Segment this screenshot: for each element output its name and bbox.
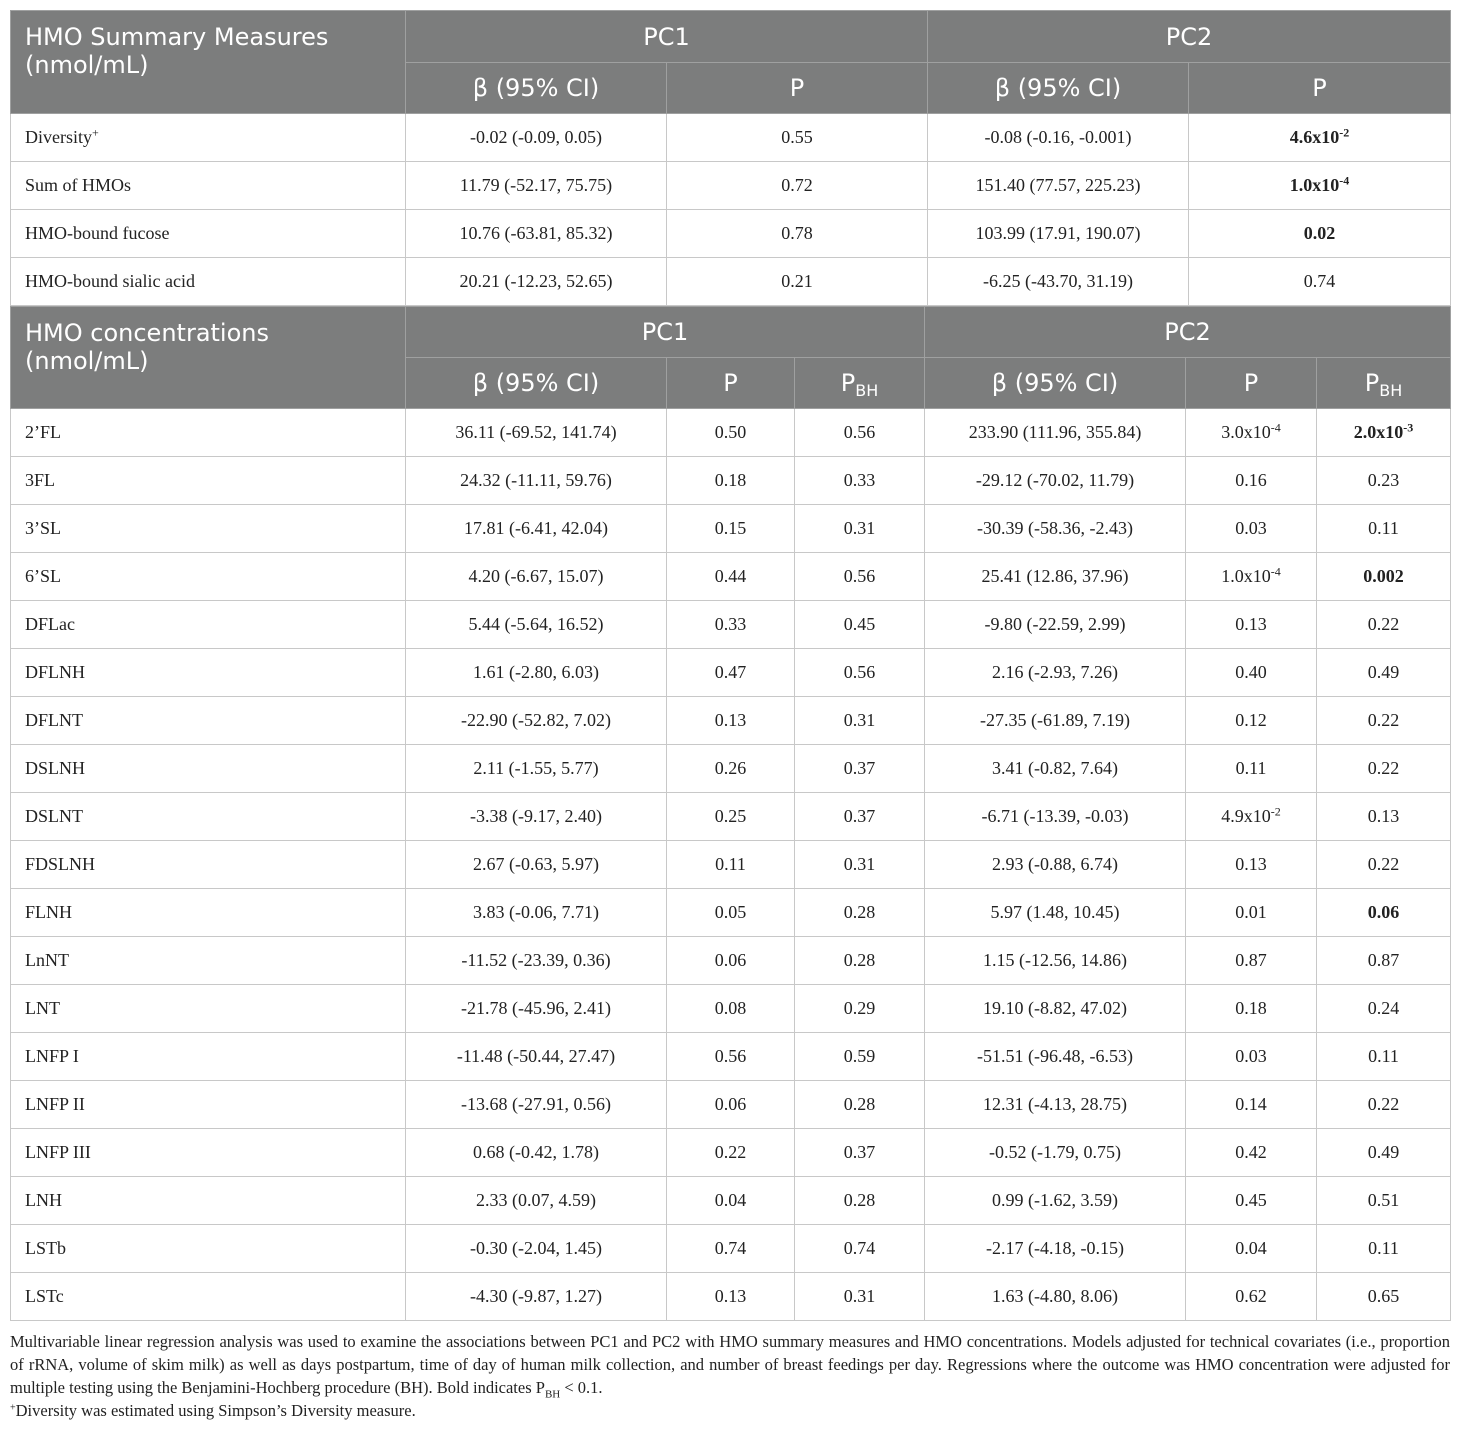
cell-pc1-p: 0.11 xyxy=(667,841,795,889)
cell-pc1-beta: -0.30 (-2.04, 1.45) xyxy=(406,1225,667,1273)
cell-pc2-p: 0.02 xyxy=(1189,210,1451,258)
cell-pc2-p: $1.0x10^{-4}$ xyxy=(1189,162,1451,210)
cell-pc2-pbh: 0.11 xyxy=(1317,1033,1451,1081)
cell-pc1-p: 0.22 xyxy=(667,1129,795,1177)
cell-pc1-p: 0.04 xyxy=(667,1177,795,1225)
cell-pc2-beta: 12.31 (-4.13, 28.75) xyxy=(925,1081,1186,1129)
cell-pc1-p: 0.21 xyxy=(667,258,928,306)
concentrations-table xyxy=(10,306,1451,1321)
conc-pc2-header: PC2 xyxy=(925,307,1451,358)
cell-pc2-pbh: 0.22 xyxy=(1317,841,1451,889)
cell-pc1-pbh: 0.31 xyxy=(795,841,925,889)
row-label: FDSLNH xyxy=(11,841,406,889)
cell-pc2-beta: 233.90 (111.96, 355.84) xyxy=(925,409,1186,457)
summary-measures-table xyxy=(10,10,1451,306)
cell-pc2-p: 0.62 xyxy=(1186,1273,1317,1321)
table-row xyxy=(11,937,1451,985)
cell-pc2-p: 0.87 xyxy=(1186,937,1317,985)
table-row xyxy=(11,793,1451,841)
cell-pc2-pbh: 0.87 xyxy=(1317,937,1451,985)
cell-pc1-beta: -13.68 (-27.91, 0.56) xyxy=(406,1081,667,1129)
summary-pc2-beta-header: β (95% CI) xyxy=(928,63,1189,114)
cell-pc1-p: 0.33 xyxy=(667,601,795,649)
cell-pc2-p: 0.74 xyxy=(1189,258,1451,306)
summary-pc1-header: PC1 xyxy=(406,11,928,63)
cell-pc1-pbh: 0.37 xyxy=(795,793,925,841)
row-label: DSLNH xyxy=(11,745,406,793)
summary-title: HMO Summary Measures (nmol/mL) xyxy=(11,11,406,114)
table-row xyxy=(11,985,1451,1033)
cell-pc2-p: 0.13 xyxy=(1186,601,1317,649)
cell-pc2-p: 0.11 xyxy=(1186,745,1317,793)
cell-pc2-p: 0.13 xyxy=(1186,841,1317,889)
cell-pc2-pbh: 0.22 xyxy=(1317,745,1451,793)
table-row xyxy=(11,505,1451,553)
cell-pc1-pbh: 0.56 xyxy=(795,553,925,601)
summary-pc1-p-header: P xyxy=(667,63,928,114)
row-label: 2’FL xyxy=(11,409,406,457)
row-label: DFLac xyxy=(11,601,406,649)
cell-pc1-pbh: 0.28 xyxy=(795,889,925,937)
cell-pc2-beta: 2.93 (-0.88, 6.74) xyxy=(925,841,1186,889)
row-label: FLNH xyxy=(11,889,406,937)
cell-pc2-pbh: 0.002 xyxy=(1317,553,1451,601)
conc-pc1-pbh-header: $P_{BH}$ xyxy=(795,358,925,409)
table-footnotes xyxy=(10,1330,1450,1422)
cell-pc2-beta: 151.40 (77.57, 225.23) xyxy=(928,162,1189,210)
cell-pc2-beta: 3.41 (-0.82, 7.64) xyxy=(925,745,1186,793)
cell-pc1-p: 0.50 xyxy=(667,409,795,457)
cell-pc2-beta: 0.99 (-1.62, 3.59) xyxy=(925,1177,1186,1225)
cell-pc1-beta: 36.11 (-69.52, 141.74) xyxy=(406,409,667,457)
table-row xyxy=(11,649,1451,697)
table-figure xyxy=(10,10,1450,1422)
cell-pc1-pbh: 0.37 xyxy=(795,1129,925,1177)
table-row xyxy=(11,210,1451,258)
row-label: LnNT xyxy=(11,937,406,985)
table-row xyxy=(11,114,1451,162)
conc-pc1-header: PC1 xyxy=(406,307,925,358)
row-label: LNFP II xyxy=(11,1081,406,1129)
cell-pc1-p: 0.74 xyxy=(667,1225,795,1273)
cell-pc2-beta: 19.10 (-8.82, 47.02) xyxy=(925,985,1186,1033)
cell-pc1-beta: 10.76 (-63.81, 85.32) xyxy=(406,210,667,258)
conc-pc2-pbh-header: $P_{BH}$ xyxy=(1317,358,1451,409)
table-row xyxy=(11,1225,1451,1273)
conc-pc2-p-header: P xyxy=(1186,358,1317,409)
cell-pc1-p: 0.06 xyxy=(667,937,795,985)
cell-pc1-pbh: 0.31 xyxy=(795,1273,925,1321)
row-label: LSTb xyxy=(11,1225,406,1273)
cell-pc2-beta: 5.97 (1.48, 10.45) xyxy=(925,889,1186,937)
table-row xyxy=(11,409,1451,457)
cell-pc2-beta: 1.15 (-12.56, 14.86) xyxy=(925,937,1186,985)
cell-pc1-beta: 24.32 (-11.11, 59.76) xyxy=(406,457,667,505)
table-row xyxy=(11,162,1451,210)
cell-pc2-pbh: 0.51 xyxy=(1317,1177,1451,1225)
cell-pc1-p: 0.47 xyxy=(667,649,795,697)
conc-pc2-beta-header: β (95% CI) xyxy=(925,358,1186,409)
cell-pc2-p: 0.45 xyxy=(1186,1177,1317,1225)
cell-pc2-beta: 103.99 (17.91, 190.07) xyxy=(928,210,1189,258)
cell-pc1-pbh: 0.28 xyxy=(795,1081,925,1129)
cell-pc1-beta: 4.20 (-6.67, 15.07) xyxy=(406,553,667,601)
cell-pc2-p: 0.03 xyxy=(1186,505,1317,553)
cell-pc2-beta: -6.25 (-43.70, 31.19) xyxy=(928,258,1189,306)
cell-pc1-beta: -0.02 (-0.09, 0.05) xyxy=(406,114,667,162)
cell-pc1-beta: -4.30 (-9.87, 1.27) xyxy=(406,1273,667,1321)
cell-pc2-pbh: 0.49 xyxy=(1317,649,1451,697)
cell-pc2-beta: -29.12 (-70.02, 11.79) xyxy=(925,457,1186,505)
cell-pc2-p: 0.03 xyxy=(1186,1033,1317,1081)
table-row xyxy=(11,1273,1451,1321)
table-row xyxy=(11,1177,1451,1225)
cell-pc1-beta: 17.81 (-6.41, 42.04) xyxy=(406,505,667,553)
cell-pc1-p: 0.06 xyxy=(667,1081,795,1129)
cell-pc1-pbh: 0.31 xyxy=(795,697,925,745)
cell-pc2-pbh: 0.23 xyxy=(1317,457,1451,505)
cell-pc1-beta: -11.52 (-23.39, 0.36) xyxy=(406,937,667,985)
conc-pc1-beta-header: β (95% CI) xyxy=(406,358,667,409)
cell-pc1-beta: 5.44 (-5.64, 16.52) xyxy=(406,601,667,649)
cell-pc2-p: $1.0x10^{-4}$ xyxy=(1186,553,1317,601)
summary-pc2-p-header: P xyxy=(1189,63,1451,114)
row-label: 3FL xyxy=(11,457,406,505)
cell-pc2-beta: 1.63 (-4.80, 8.06) xyxy=(925,1273,1186,1321)
summary-rows xyxy=(11,114,1451,306)
cell-pc1-p: 0.18 xyxy=(667,457,795,505)
cell-pc2-beta: -0.08 (-0.16, -0.001) xyxy=(928,114,1189,162)
cell-pc1-pbh: 0.45 xyxy=(795,601,925,649)
cell-pc1-pbh: 0.74 xyxy=(795,1225,925,1273)
cell-pc2-beta: -51.51 (-96.48, -6.53) xyxy=(925,1033,1186,1081)
cell-pc1-pbh: 0.37 xyxy=(795,745,925,793)
cell-pc1-p: 0.15 xyxy=(667,505,795,553)
cell-pc1-p: 0.72 xyxy=(667,162,928,210)
cell-pc2-beta: 25.41 (12.86, 37.96) xyxy=(925,553,1186,601)
cell-pc2-beta: -6.71 (-13.39, -0.03) xyxy=(925,793,1186,841)
diversity-footnote: +Diversity was estimated using Simpson’s Diversity measure. xyxy=(10,1401,416,1420)
cell-pc2-p: 0.18 xyxy=(1186,985,1317,1033)
row-label: DFLNT xyxy=(11,697,406,745)
cell-pc1-beta: -21.78 (-45.96, 2.41) xyxy=(406,985,667,1033)
summary-pc2-header: PC2 xyxy=(928,11,1451,63)
table-row xyxy=(11,601,1451,649)
row-label: HMO-bound fucose xyxy=(11,210,406,258)
cell-pc2-p: 0.42 xyxy=(1186,1129,1317,1177)
row-label: LNFP I xyxy=(11,1033,406,1081)
row-label: LNT xyxy=(11,985,406,1033)
cell-pc1-pbh: 0.29 xyxy=(795,985,925,1033)
cell-pc1-pbh: 0.59 xyxy=(795,1033,925,1081)
cell-pc2-p: 0.04 xyxy=(1186,1225,1317,1273)
table-row xyxy=(11,1033,1451,1081)
table-row xyxy=(11,457,1451,505)
cell-pc1-pbh: 0.56 xyxy=(795,649,925,697)
cell-pc2-pbh: 0.22 xyxy=(1317,1081,1451,1129)
cell-pc1-p: 0.44 xyxy=(667,553,795,601)
cell-pc1-p: 0.13 xyxy=(667,1273,795,1321)
cell-pc2-p: $3.0x10^{-4}$ xyxy=(1186,409,1317,457)
cell-pc2-pbh: 0.13 xyxy=(1317,793,1451,841)
cell-pc2-p: 0.01 xyxy=(1186,889,1317,937)
conc-pc1-p-header: P xyxy=(667,358,795,409)
cell-pc1-pbh: 0.31 xyxy=(795,505,925,553)
row-label: LNH xyxy=(11,1177,406,1225)
cell-pc2-p: 0.16 xyxy=(1186,457,1317,505)
cell-pc2-beta: -27.35 (-61.89, 7.19) xyxy=(925,697,1186,745)
cell-pc2-beta: -2.17 (-4.18, -0.15) xyxy=(925,1225,1186,1273)
row-label: 6’SL xyxy=(11,553,406,601)
row-label: Diversity+ xyxy=(11,114,406,162)
table-row xyxy=(11,553,1451,601)
cell-pc1-beta: 3.83 (-0.06, 7.71) xyxy=(406,889,667,937)
row-label: HMO-bound sialic acid xyxy=(11,258,406,306)
table-row xyxy=(11,745,1451,793)
cell-pc2-pbh: 0.22 xyxy=(1317,601,1451,649)
cell-pc2-beta: 2.16 (-2.93, 7.26) xyxy=(925,649,1186,697)
cell-pc1-beta: 2.33 (0.07, 4.59) xyxy=(406,1177,667,1225)
row-label: DFLNH xyxy=(11,649,406,697)
cell-pc1-beta: 2.67 (-0.63, 5.97) xyxy=(406,841,667,889)
table-row xyxy=(11,1081,1451,1129)
cell-pc2-p: 0.12 xyxy=(1186,697,1317,745)
row-label: DSLNT xyxy=(11,793,406,841)
cell-pc1-beta: 0.68 (-0.42, 1.78) xyxy=(406,1129,667,1177)
table-row xyxy=(11,1129,1451,1177)
cell-pc1-beta: 11.79 (-52.17, 75.75) xyxy=(406,162,667,210)
cell-pc1-beta: 1.61 (-2.80, 6.03) xyxy=(406,649,667,697)
cell-pc2-p: $4.6x10^{-2}$ xyxy=(1189,114,1451,162)
cell-pc2-beta: -0.52 (-1.79, 0.75) xyxy=(925,1129,1186,1177)
cell-pc2-pbh: 0.11 xyxy=(1317,505,1451,553)
cell-pc2-pbh: 0.65 xyxy=(1317,1273,1451,1321)
cell-pc1-pbh: 0.56 xyxy=(795,409,925,457)
cell-pc1-p: 0.78 xyxy=(667,210,928,258)
cell-pc1-beta: -11.48 (-50.44, 27.47) xyxy=(406,1033,667,1081)
cell-pc1-beta: -22.90 (-52.82, 7.02) xyxy=(406,697,667,745)
cell-pc2-beta: -9.80 (-22.59, 2.99) xyxy=(925,601,1186,649)
cell-pc2-pbh: 0.06 xyxy=(1317,889,1451,937)
cell-pc1-p: 0.08 xyxy=(667,985,795,1033)
concentration-rows xyxy=(11,409,1451,1321)
table-row xyxy=(11,841,1451,889)
row-label: LSTc xyxy=(11,1273,406,1321)
cell-pc1-p: 0.13 xyxy=(667,697,795,745)
row-label: 3’SL xyxy=(11,505,406,553)
cell-pc1-p: 0.26 xyxy=(667,745,795,793)
table-row xyxy=(11,258,1451,306)
row-label: Sum of HMOs xyxy=(11,162,406,210)
cell-pc1-beta: 20.21 (-12.23, 52.65) xyxy=(406,258,667,306)
cell-pc2-pbh: 0.22 xyxy=(1317,697,1451,745)
methods-footnote: Multivariable linear regression analysis was used to examine the associations between PC1 and PC2 with HMO summary measures and HMO concentrations. Models adjusted for technical covariates (i.e., proportion of rRNA, volume of skim milk) as well as days postpartum, time of day of human milk collection, and number of breast feedings per day. Regressions where the outcome was HMO concentration were adjusted for multiple testing using the Benjamini-Hochberg procedure (BH). Bold indicates $P_{BH} < 0.1$. xyxy=(10,1332,1450,1401)
cell-pc2-p: 0.14 xyxy=(1186,1081,1317,1129)
table-row xyxy=(11,889,1451,937)
cell-pc1-p: 0.05 xyxy=(667,889,795,937)
cell-pc2-p: $4.9x10^{-2}$ xyxy=(1186,793,1317,841)
cell-pc1-pbh: 0.33 xyxy=(795,457,925,505)
cell-pc1-pbh: 0.28 xyxy=(795,1177,925,1225)
cell-pc2-pbh: 0.11 xyxy=(1317,1225,1451,1273)
cell-pc2-p: 0.40 xyxy=(1186,649,1317,697)
cell-pc1-pbh: 0.28 xyxy=(795,937,925,985)
cell-pc1-beta: -3.38 (-9.17, 2.40) xyxy=(406,793,667,841)
cell-pc1-beta: 2.11 (-1.55, 5.77) xyxy=(406,745,667,793)
cell-pc1-p: 0.55 xyxy=(667,114,928,162)
cell-pc1-p: 0.25 xyxy=(667,793,795,841)
table-row xyxy=(11,697,1451,745)
cell-pc2-pbh: $2.0x10^{-3}$ xyxy=(1317,409,1451,457)
concentrations-title: HMO concentrations (nmol/mL) xyxy=(11,307,406,409)
cell-pc2-pbh: 0.24 xyxy=(1317,985,1451,1033)
cell-pc2-pbh: 0.49 xyxy=(1317,1129,1451,1177)
cell-pc2-beta: -30.39 (-58.36, -2.43) xyxy=(925,505,1186,553)
row-label: LNFP III xyxy=(11,1129,406,1177)
summary-pc1-beta-header: β (95% CI) xyxy=(406,63,667,114)
cell-pc1-p: 0.56 xyxy=(667,1033,795,1081)
